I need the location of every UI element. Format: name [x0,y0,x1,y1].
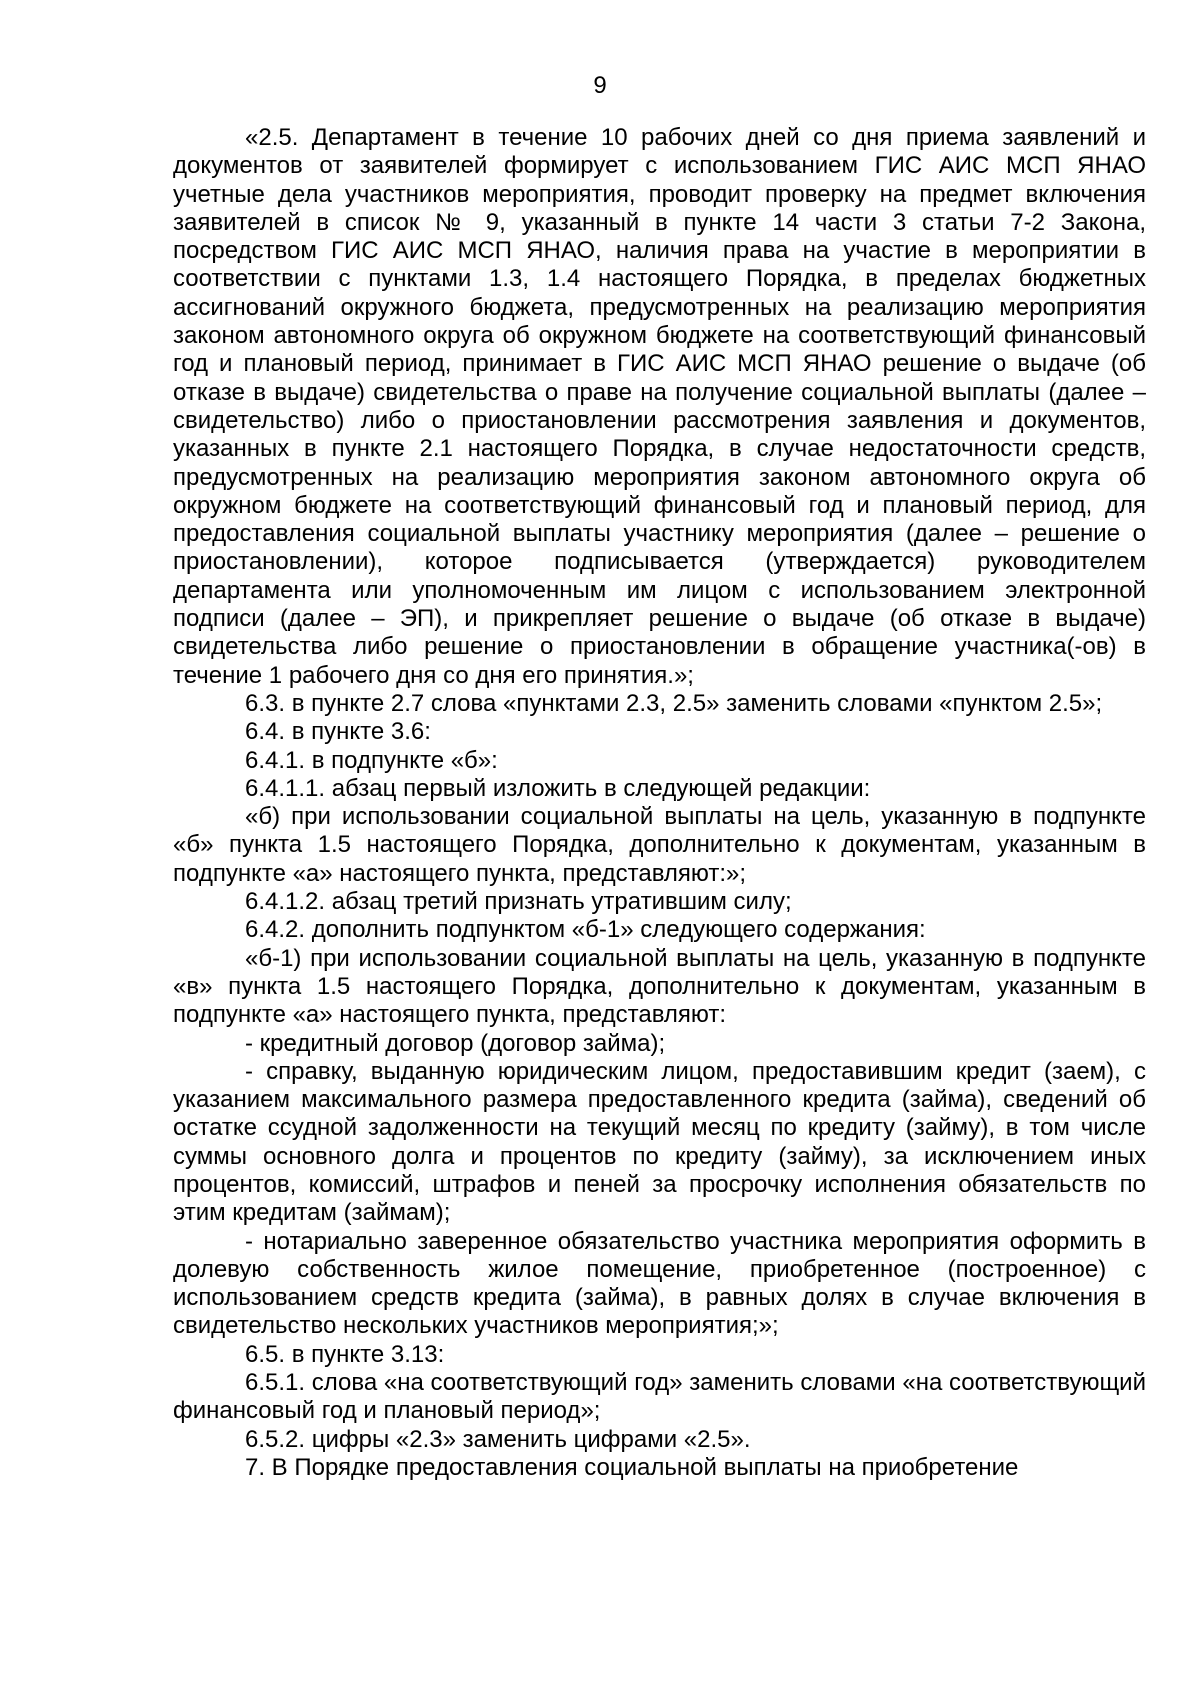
paragraph-subpoint-b: «б) при использовании социальной выплаты на цель, указанную в подпункте «б» пункта 1.5 настоящего Порядка, дополнительно к документам, указанным в подпункте «а» настоящего пункта, представляют:»; [173,803,1146,887]
document-body [173,124,1146,1482]
paragraph-6-5: 6.5. в пункте 3.13: [245,1340,445,1368]
paragraph-7: 7. В Порядке предоставления социальной выплаты на приобретение [245,1453,1019,1481]
page-number: 9 [593,72,607,99]
paragraph-2-5: «2.5. Департамент в течение 10 рабочих дней со дня приема заявлений и документов от заявителей формирует с использованием ГИС АИС МСП ЯНАО учетные дела участников мероприятия, проводит проверку на предмет включения заявителей в список № 9, указанный в пункте 14 части 3 статьи 7-2 Закона, посредством ГИС АИС МСП ЯНАО, наличия права на участие в мероприятии в соответствии с пунктами 1.3, 1.4 настоящего Порядка, в пределах бюджетных ассигнований окружного бюджета, предусмотренных на реализацию мероприятия законом автономного округа об окружном бюджете на соответствующий финансовый год и плановый период, принимает в ГИС АИС МСП ЯНАО решение о выдаче (об отказе в выдаче) свидетельства о праве на получение социальной выплаты (далее – свидетельство) либо о приостановлении рассмотрения заявления и документов, указанных в пункте 2.1 настоящего Порядка, в случае недостаточности средств, предусмотренных на реализацию мероприятия законом автономного округа об окружном бюджете на соответствующий финансовый год и плановый период, для предоставления социальной выплаты участнику мероприятия (далее – решение о приостановлении), которое подписывается (утверждается) руководителем департамента или уполномоченным им лицом с использованием электронной подписи (далее – ЭП), и прикрепляет решение о выдаче (об отказе в выдаче) свидетельства либо решение о приостановлении в обращение участника(-ов) в течение 1 рабочего дня со дня его принятия.»; [173,124,1146,689]
paragraph-6-5-2: 6.5.2. цифры «2.3» заменить цифрами «2.5». [245,1425,751,1453]
list-item-notarial-obligation: - нотариально заверенное обязательство участника мероприятия оформить в долевую собственность жилое помещение, приобретенное (построенное) с использованием средств кредита (займа), в равных долях в случае включения в свидетельство нескольких участников мероприятия;»; [173,1227,1146,1340]
paragraph-6-4: 6.4. в пункте 3.6: [245,718,431,746]
paragraph-6-4-1: 6.4.1. в подпункте «б»: [245,746,498,774]
paragraph-6-4-1-2: 6.4.1.2. абзац третий признать утратившим силу; [245,888,792,916]
paragraph-6-4-2: 6.4.2. дополнить подпунктом «б-1» следующего содержания: [245,916,926,944]
list-item-credit-agreement: - кредитный договор (договор займа); [245,1029,666,1057]
paragraph-6-3: 6.3. в пункте 2.7 слова «пунктами 2.3, 2.5» заменить словами «пунктом 2.5»; [245,689,1103,717]
paragraph-6-4-1-1: 6.4.1.1. абзац первый изложить в следующей редакции: [245,774,871,802]
paragraph-6-5-1: 6.5.1. слова «на соответствующий год» заменить словами «на соответствующий финансовый год и плановый период»; [173,1369,1146,1425]
list-item-certificate: - справку, выданную юридическим лицом, предоставившим кредит (заем), с указанием максимального размера предоставленного кредита (займа), сведений об остатке ссудной задолженности на текущий месяц по кредиту (займу), в том числе суммы основного долга и процентов по кредиту (займу), за исключением иных процентов, комиссий, штрафов и пеней за просрочку исполнения обязательств по этим кредитам (займам); [173,1057,1146,1227]
paragraph-subpoint-b-1: «б-1) при использовании социальной выплаты на цель, указанную в подпункте «в» пункта 1.5 настоящего Порядка, дополнительно к документам, указанным в подпункте «а» настоящего пункта, представляют: [173,944,1146,1029]
